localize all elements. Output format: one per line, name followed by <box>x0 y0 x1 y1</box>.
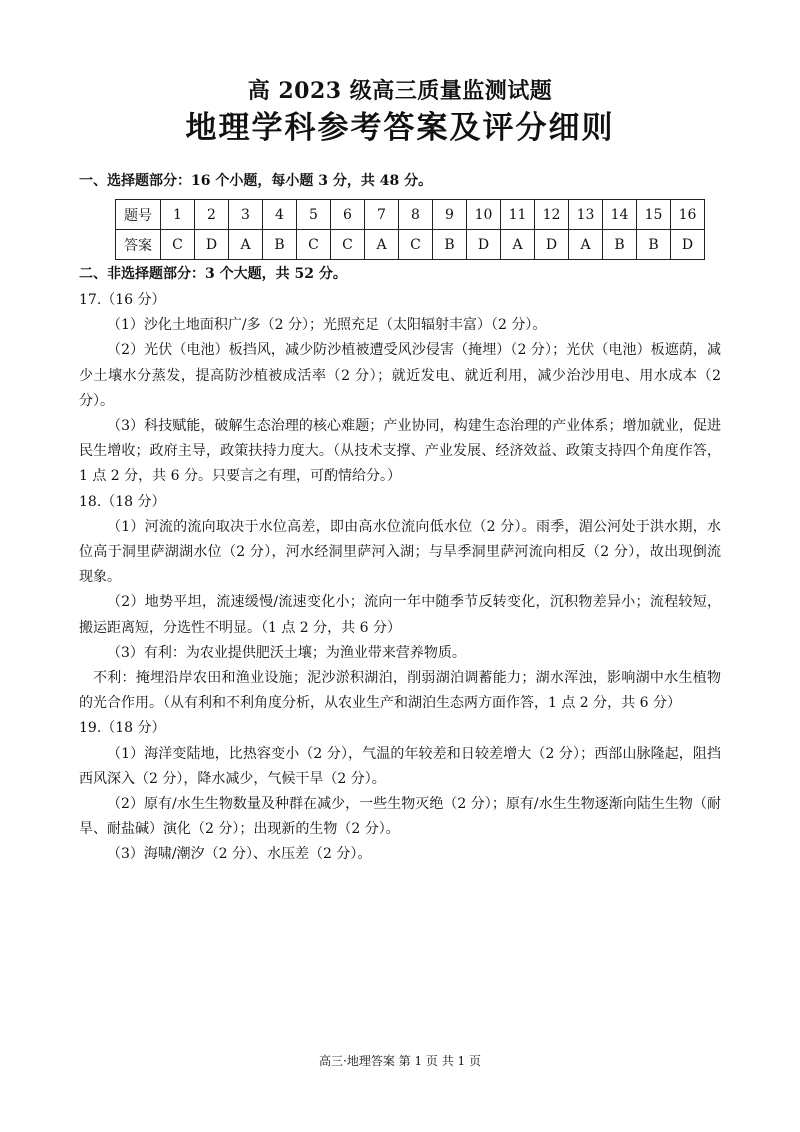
table-cell: A <box>569 230 603 260</box>
table-cell: 1 <box>161 200 195 230</box>
table-cell: 7 <box>365 200 399 230</box>
table-cell: B <box>603 230 637 260</box>
table-cell: B <box>433 230 467 260</box>
q17-answer-3: （3）科技赋能，破解生态治理的核心难题；产业协同，构建生态治理的产业体系；增加就业，促进民生增收；政府主导，政策扶持力度大。（从技术支撑、产业发展、经济效益、政策支持四个角度作答，1 点 2 分，共 6 分。只要言之有理，可酌情给分。） <box>79 418 721 485</box>
answer-body <box>79 288 721 868</box>
table-cell: C <box>331 230 365 260</box>
page-footer: 高三·地理答案 第 1 页 共 1 页 <box>319 1054 481 1068</box>
table-cell: 2 <box>195 200 229 230</box>
table-cell: D <box>671 230 705 260</box>
table-cell: D <box>467 230 501 260</box>
q19-answer-1: （1）海洋变陆地，比热容变小（2 分），气温的年较差和日较差增大（2 分）；西部山脉隆起，阻挡西风深入（2 分），降水减少，气候干旱（2 分）。 <box>79 745 721 787</box>
table-cell: 5 <box>297 200 331 230</box>
table-cell: 12 <box>535 200 569 230</box>
table-cell: B <box>263 230 297 260</box>
q19-answer-3: （3）海啸/潮汐（2 分）、水压差（2 分）。 <box>107 846 372 863</box>
table-cell: 11 <box>501 200 535 230</box>
q18-answer-1: （1）河流的流向取决于水位高差，即由高水位流向低水位（2 分）。雨季，湄公河处于洪水期，水位高于洞里萨湖湖水位（2 分），河水经洞里萨河入湖；与旱季洞里萨河流向相反（2 分），故出现倒流现象。 <box>79 518 721 586</box>
document-title: 地理学科参考答案及评分细则 <box>185 110 615 146</box>
q17-answer-1: （1）沙化土地面积广/多（2 分）；光照充足（太阳辐射丰富）（2 分）。 <box>107 317 547 334</box>
table-cell: D <box>535 230 569 260</box>
table-cell: 15 <box>637 200 671 230</box>
table-cell: C <box>297 230 331 260</box>
row-label-number: 题号 <box>116 200 161 230</box>
table-cell: C <box>399 230 433 260</box>
q19-answer-2: （2）原有/水生生物数量及种群在减少，一些生物灭绝（2 分）；原有/水生生物逐渐向陆生生物（耐旱、耐盐碱）演化（2 分）；出现新的生物（2 分）。 <box>79 796 721 838</box>
exam-title: 高 2023 级高三质量监测试题 <box>247 78 553 104</box>
table-cell: A <box>501 230 535 260</box>
table-cell: 10 <box>467 200 501 230</box>
q17-answer-2: （2）光伏（电池）板挡风，减少防沙植被遭受风沙侵害（掩埋）（2 分）；光伏（电池）板遮荫，减少土壤水分蒸发，提高防沙植被成活率（2 分）；就近发电、就近利用，减少治沙用电、用水成本（2 分）。 <box>79 342 721 409</box>
table-cell: 13 <box>569 200 603 230</box>
table-cell: C <box>161 230 195 260</box>
table-cell: B <box>637 230 671 260</box>
q18-answer-3: （3）有利：为农业提供肥沃土壤；为渔业带来营养物质。 <box>107 644 466 661</box>
q18-answer-2: （2）地势平坦，流速缓慢/流速变化小；流向一年中随季节反转变化，沉积物差异小；流程较短，搬运距离短，分选性不明显。（1 点 2 分，共 6 分） <box>79 594 721 636</box>
table-cell: 3 <box>229 200 263 230</box>
question-19-label: 19.（18 分） <box>79 720 166 737</box>
question-18-label: 18.（18 分） <box>79 493 166 510</box>
table-row-numbers <box>116 200 705 230</box>
table-cell: 14 <box>603 200 637 230</box>
table-cell: 4 <box>263 200 297 230</box>
q18-answer-3-unfavorable: 不利：掩埋沿岸农田和渔业设施；泥沙淤积湖泊，削弱湖泊调蓄能力；湖水浑浊，影响湖中水生植物的光合作用。（从有利和不利角度分析，从农业生产和湖泊生态两方面作答，1 点 2 分，共 6 分） <box>79 670 721 712</box>
table-cell: D <box>195 230 229 260</box>
table-cell: 6 <box>331 200 365 230</box>
answer-table <box>115 199 705 260</box>
question-17-label: 17.（16 分） <box>79 292 166 308</box>
table-cell: A <box>229 230 263 260</box>
section-heading-choice: 一、选择题部分：16 个小题，每小题 3 分，共 48 分。 <box>79 173 433 189</box>
table-cell: 16 <box>671 200 705 230</box>
section-heading-nonchoice: 二、非选择题部分：3 个大题，共 52 分。 <box>79 266 347 282</box>
table-cell: 8 <box>399 200 433 230</box>
table-row-answers <box>116 230 705 260</box>
row-label-answer: 答案 <box>116 230 161 260</box>
table-cell: A <box>365 230 399 260</box>
table-cell: 9 <box>433 200 467 230</box>
